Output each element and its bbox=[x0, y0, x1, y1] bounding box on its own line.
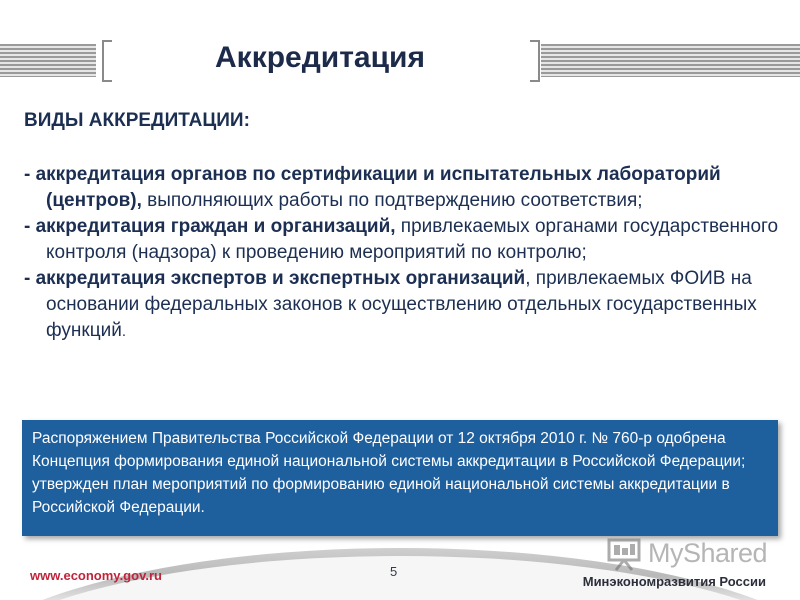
item-normal-text: привлекаемых органами государственного контроля (надзора) к проведению мероприятий по контролю; bbox=[46, 216, 779, 263]
watermark bbox=[606, 536, 768, 572]
item-bold-text: - аккредитация органов по сертификации и испытательных лабораторий (центров), bbox=[24, 164, 721, 211]
title-bracket-right bbox=[530, 40, 540, 82]
decree-box bbox=[22, 420, 778, 536]
page-number: 5 bbox=[390, 564, 398, 579]
header-stripes-left bbox=[0, 44, 96, 77]
item-bold-text: - аккредитация экспертов и экспертных организаций bbox=[24, 268, 526, 289]
presentation-icon bbox=[606, 536, 642, 572]
list-item bbox=[24, 214, 784, 266]
section-heading: ВИДЫ АККРЕДИТАЦИИ: bbox=[24, 110, 250, 131]
decree-text-2: утвержден план мероприятий по формированию единой национальной системы аккредитации в Российской Федерации. bbox=[32, 476, 730, 516]
item-bold-text: - аккредитация граждан и организаций, bbox=[24, 216, 396, 237]
title-bracket-left bbox=[102, 40, 112, 82]
website-link[interactable]: www.economy.gov.ru bbox=[30, 568, 162, 583]
decree-text-1: Распоряжением Правительства Российской Федерации от 12 октября 2010 г. № 760-р одобрена Концепция формирования единой национальной системы аккредитации в Российской Федерации; bbox=[32, 430, 746, 470]
ministry-name: Минэкономразвития России bbox=[582, 574, 766, 589]
item-normal-text: выполняющих работы по подтверждению соответствия; bbox=[141, 190, 643, 211]
content-block bbox=[24, 108, 784, 345]
slide-title: Аккредитация bbox=[215, 41, 425, 74]
item-normal-text: , привлекаемых ФОИВ на основании федеральных законов к осуществлению отдельных государственных функций bbox=[46, 268, 757, 341]
watermark-text: MyShared bbox=[648, 538, 768, 568]
list-item bbox=[24, 162, 784, 214]
header-stripes-right bbox=[541, 44, 800, 77]
item-trail-text: . bbox=[121, 323, 127, 340]
list-item bbox=[24, 266, 784, 345]
